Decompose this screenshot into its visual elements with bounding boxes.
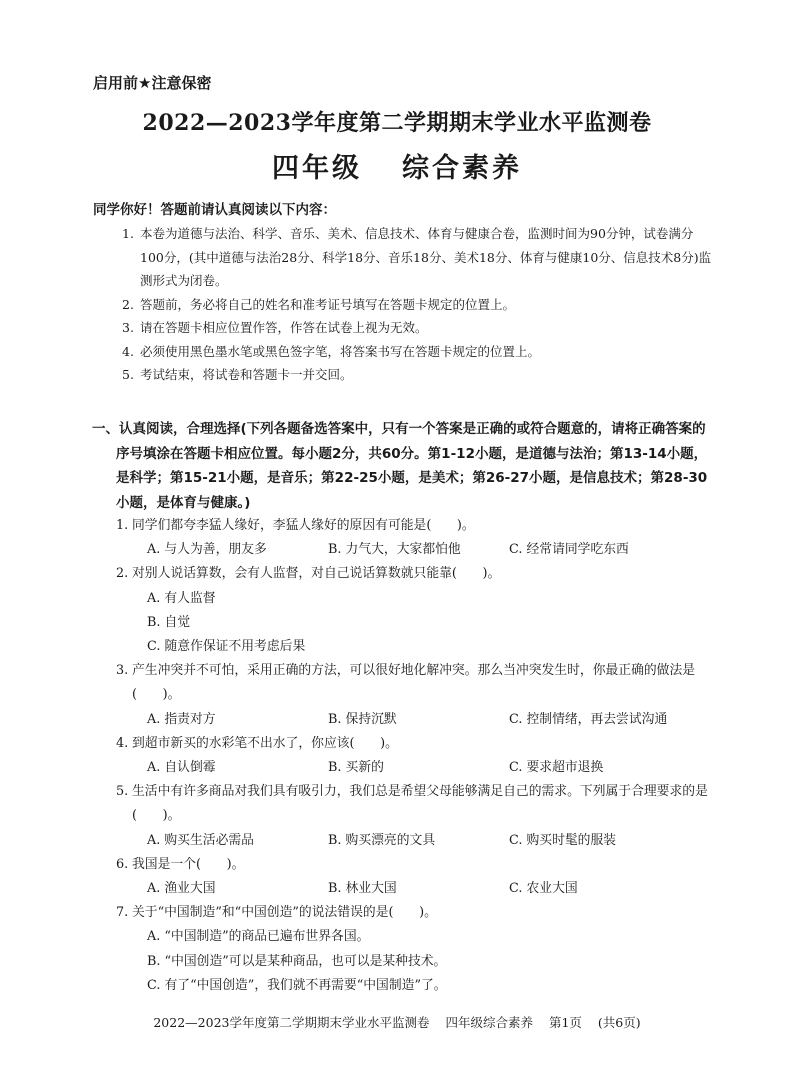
footer-title: 2022—2023学年度第二学期期末学业水平监测卷: [153, 1015, 430, 1030]
footer-subject: 四年级综合素养: [445, 1015, 533, 1030]
question-stem: 关于“中国制造”和“中国创造”的说法错误的是( )。: [132, 905, 437, 921]
option-b: B. 买新的: [328, 760, 384, 776]
question-2: [116, 562, 716, 659]
option-b: B. 力气大，大家都怕他: [328, 542, 461, 558]
question-3: [116, 659, 716, 732]
instructions-greeting: 同学你好！答题前请认真阅读以下内容：: [93, 202, 336, 218]
instruction-item: 5. 考试结束，将试卷和答题卡一并交回。: [122, 367, 353, 382]
question-stem: 生活中有许多商品对我们具有吸引力，我们总是希望父母能够满足自己的需求。下列属于合理要求的是( )。: [132, 784, 708, 824]
question-stem: 到超市新买的水彩笔不出水了，你应该( )。: [132, 735, 398, 751]
instructions-list: [122, 222, 712, 387]
question-7: [116, 901, 716, 998]
option-c: C. 有了“中国创造”，我们就不再需要“中国制造”了。: [147, 977, 447, 993]
option-a: A. 指责对方: [147, 711, 216, 727]
grade-label: 四年级: [272, 153, 362, 184]
option-a: A. 与人为善，朋友多: [147, 542, 267, 558]
option-b: B. 自觉: [147, 614, 191, 630]
question-number: 1.: [116, 518, 129, 533]
footer-page-number: 第1页: [548, 1015, 582, 1030]
option-b: B. 林业大国: [328, 881, 397, 897]
exam-subtitle: [0, 146, 794, 185]
option-b: B. “中国创造”可以是某种商品，也可以是某种技术。: [147, 953, 447, 969]
question-stem: 产生冲突并不可怕，采用正确的方法，可以很好地化解冲突。那么当冲突发生时，你最正确的做法是( )。: [132, 663, 696, 703]
option-c: C. 购买时髦的服装: [509, 832, 617, 848]
option-c: C. 要求超市退换: [509, 760, 604, 776]
question-list: [116, 514, 716, 998]
page-footer: [0, 1013, 794, 1031]
option-c: C. 经常请同学吃东西: [509, 542, 629, 558]
question-4: [116, 732, 716, 780]
option-b: B. 购买漂亮的文具: [328, 832, 436, 848]
subject-label: 综合素养: [402, 153, 522, 184]
question-number: 5.: [116, 784, 129, 800]
option-a: A. 自认倒霉: [147, 760, 216, 776]
question-number: 2.: [116, 566, 129, 582]
option-b: B. 保持沉默: [328, 711, 397, 727]
option-c: C. 随意作保证不用考虑后果: [147, 639, 306, 655]
confidential-label: 启用前★注意保密: [93, 74, 212, 92]
footer-page-total: (共6页): [597, 1015, 641, 1030]
question-number: 6.: [116, 856, 129, 872]
option-c: C. 农业大国: [509, 881, 578, 897]
option-c: C. 控制情绪，再去尝试沟通: [509, 711, 668, 727]
question-stem: 同学们都夸李猛人缘好，李猛人缘好的原因有可能是( )。: [132, 518, 475, 533]
question-6: [116, 853, 716, 901]
question-stem: 对别人说话算数，会有人监督，对自己说话算数就只能靠( )。: [132, 566, 501, 582]
question-stem: 我国是一个( )。: [132, 856, 245, 872]
instruction-item: 4. 必须使用黑色墨水笔或黑色签字笔，将答案书写在答题卡规定的位置上。: [122, 343, 541, 359]
question-number: 7.: [116, 905, 129, 921]
section-one-header: 一、认真阅读，合理选择(下列各题备选答案中，只有一个答案是正确的或符合题意的，请将正确答案的序号填涂在答题卡相应位置。每小题2分，共60分。第1-12小题，是道德与法治；第13-14小题，是科学；第15-21小题，是音乐；第22-25小题，是美术；第26-27小题，是信息技术；第28-30小题，是体育与健康。): [92, 421, 708, 511]
option-a: A. 有人监督: [147, 590, 216, 606]
instruction-item: 1. 本卷为道德与法治、科学、音乐、美术、信息技术、体育与健康合卷，监测时间为90分钟，试卷满分100分，(其中道德与法治28分、科学18分、音乐18分、美术18分、体育与健康10分、信息技术8分)监测形式为闭卷。: [122, 226, 712, 288]
question-number: 3.: [116, 663, 129, 679]
instruction-item: 2. 答题前，务必将自己的姓名和准考证号填写在答题卡规定的位置上。: [122, 296, 516, 312]
question-5: [116, 780, 716, 853]
option-a: A. 购买生活必需品: [147, 832, 254, 848]
option-a: A. “中国制造”的商品已遍布世界各国。: [147, 929, 370, 945]
question-1: [116, 514, 716, 562]
question-number: 4.: [116, 735, 129, 751]
option-a: A. 渔业大国: [147, 881, 216, 897]
exam-title: 2022—2023学年度第二学期期末学业水平监测卷: [142, 110, 652, 136]
instruction-item: 3. 请在答题卡相应位置作答，作答在试卷上视为无效。: [122, 320, 428, 335]
